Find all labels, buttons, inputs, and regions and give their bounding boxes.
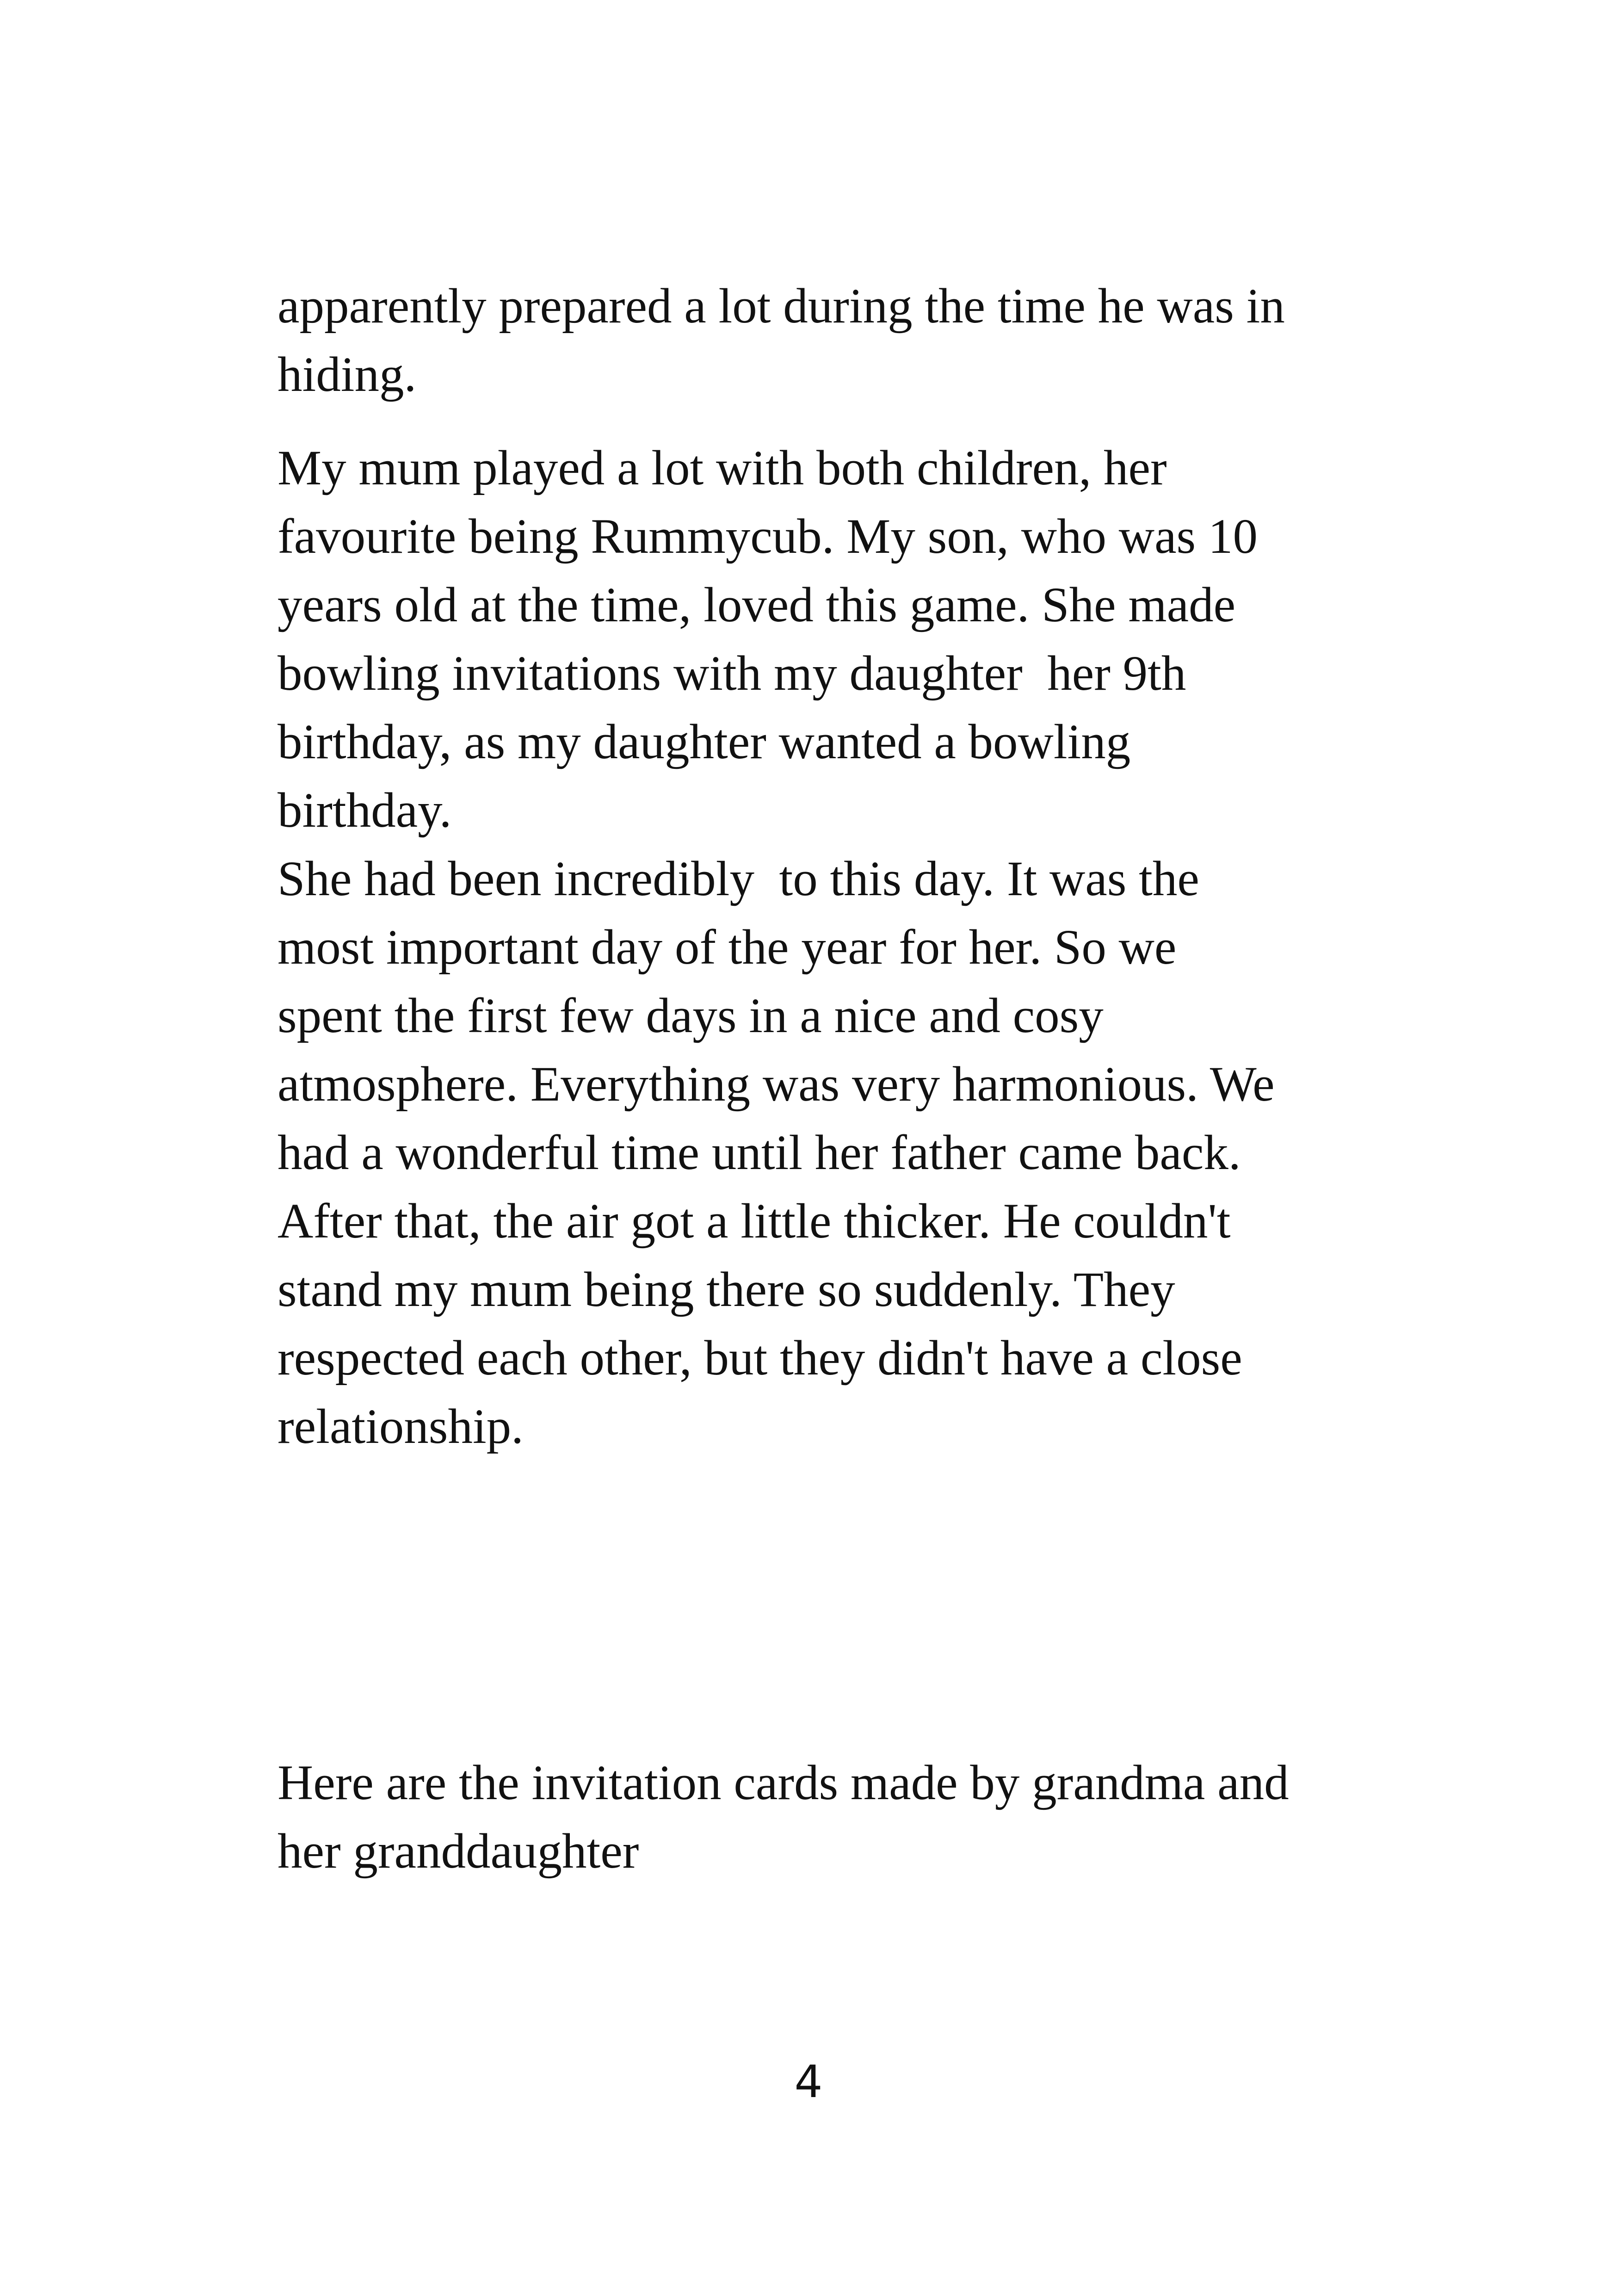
text-line: She had been incredibly to this day. It was the (278, 852, 1199, 906)
text-line: atmosphere. Everything was very harmonious. We (278, 1057, 1275, 1112)
text-line: apparently prepared a lot during the time he was in (278, 279, 1285, 334)
text-line: had a wonderful time until her father came back. (278, 1126, 1241, 1180)
text-line: her granddaughter (278, 1824, 639, 1879)
paragraph-hiding (278, 272, 1378, 409)
paragraph-invitation-cards (278, 1749, 1378, 1886)
text-line: hiding. (278, 347, 417, 402)
paragraph-mum-and-children (278, 434, 1378, 1461)
text-line: respected each other, but they didn't have a close (278, 1331, 1242, 1386)
text-line: years old at the time, loved this game. She made (278, 578, 1236, 632)
text-line: relationship. (278, 1399, 524, 1454)
text-line: My mum played a lot with both children, her (278, 441, 1167, 495)
page-number: 4 (794, 2056, 823, 2108)
text-line: spent the first few days in a nice and cosy (278, 989, 1104, 1043)
text-line: bowling invitations with my daughter her 9th (278, 646, 1186, 701)
text-line: After that, the air got a little thicker. He couldn't (278, 1194, 1231, 1249)
text-line: favourite being Rummycub. My son, who was 10 (278, 509, 1258, 564)
text-line: Here are the invitation cards made by grandma and (278, 1756, 1289, 1810)
text-line: most important day of the year for her. So we (278, 920, 1177, 975)
text-line: birthday, as my daughter wanted a bowling (278, 715, 1131, 769)
text-line: birthday. (278, 783, 452, 838)
text-line: stand my mum being there so suddenly. They (278, 1262, 1175, 1317)
